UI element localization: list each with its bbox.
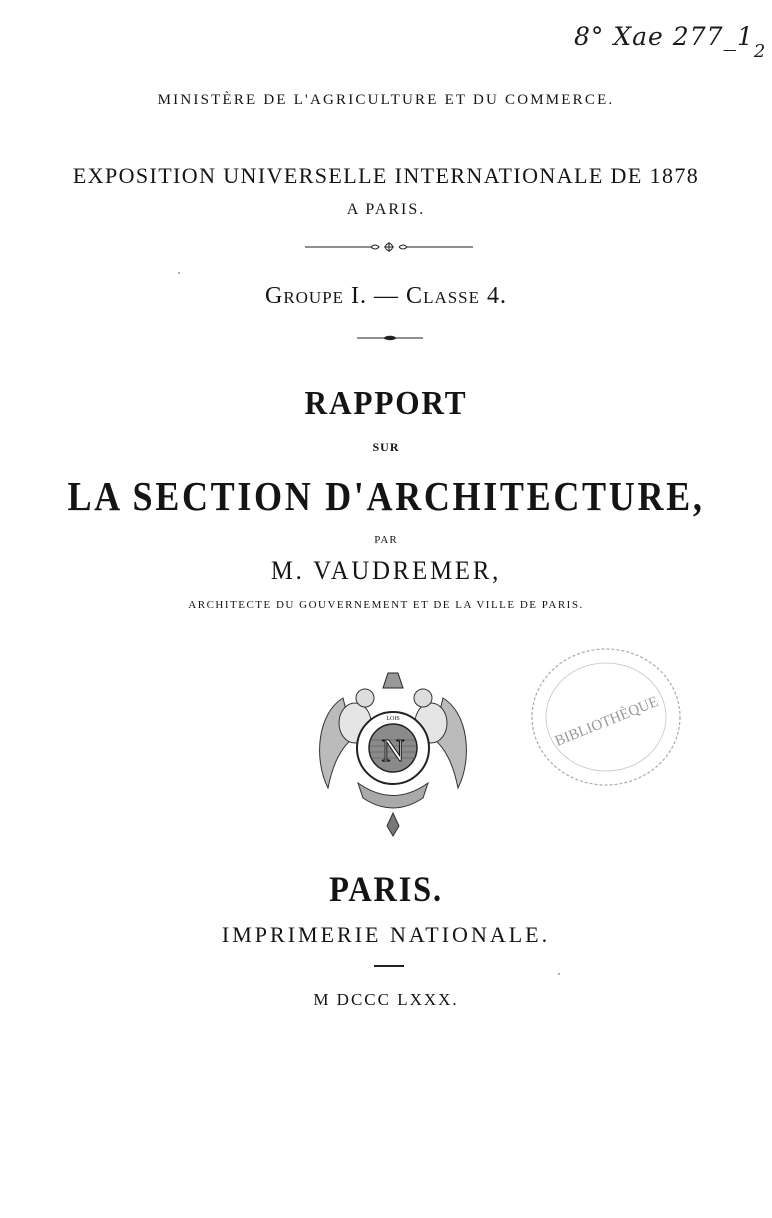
imprint-rule [374, 965, 404, 967]
speck [558, 973, 560, 975]
seal-monogram: N [381, 732, 405, 768]
report-title: RAPPORT [304, 385, 468, 422]
shelfmark-main: 8° Xae 277_1 [574, 22, 754, 51]
par-line: PAR [374, 534, 398, 546]
imprint-city: PARIS. [329, 869, 443, 909]
sur-line: SUR [372, 440, 400, 454]
library-stamp-icon [527, 644, 685, 790]
stamp-text: BIBLIOTHÈQUE [552, 693, 661, 750]
author-name: M. VAUDREMER, [270, 556, 502, 585]
imprimerie-nationale-seal-icon [313, 668, 473, 838]
exposition-heading: EXPOSITION UNIVERSELLE INTERNATIONALE DE 1878 [72, 163, 700, 188]
location-line: A PARIS. [346, 201, 426, 218]
section-title: LA SECTION D'ARCHITECTURE, [67, 473, 705, 519]
shelfmark-sub: 2 [753, 41, 767, 62]
imprint-date: M DCCC LXXX. [313, 990, 459, 1009]
seal-motto: LOIS [386, 716, 400, 722]
small-ornament-icon [357, 334, 423, 342]
imprint-printer: IMPRIMERIE NATIONALE. [221, 922, 551, 947]
ministry-heading: MINISTÈRE DE L'AGRICULTURE ET DU COMMERCE. [157, 92, 615, 108]
speck [178, 272, 180, 274]
group-class-heading: GROUPE I. — CLASSE 4. [264, 283, 508, 309]
shelfmark-annotation [574, 22, 767, 62]
ornament-divider-icon [305, 242, 473, 252]
author-position: ARCHITECTE DU GOUVERNEMENT ET DE LA VILLE DE PARIS. [188, 599, 584, 611]
